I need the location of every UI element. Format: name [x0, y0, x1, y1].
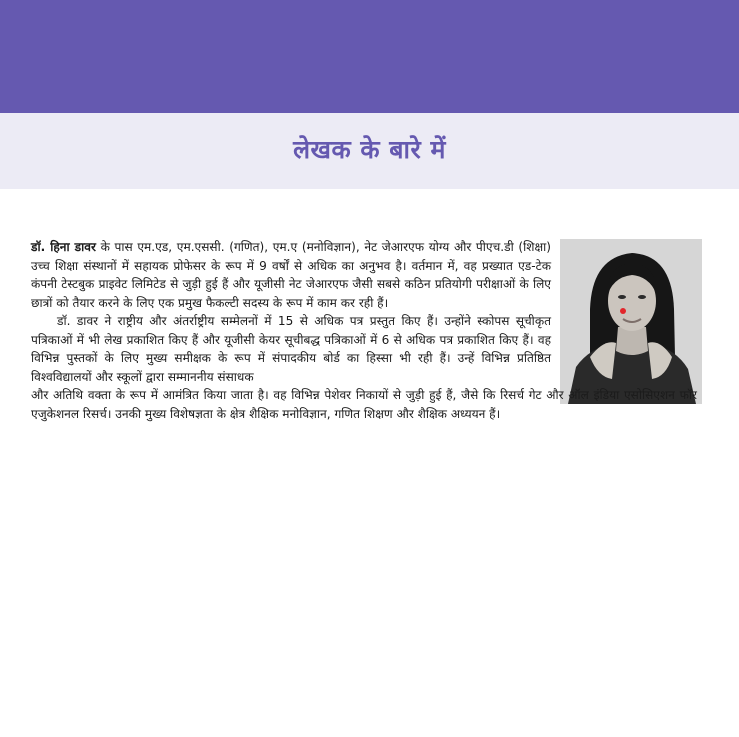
header-band	[0, 0, 739, 113]
title-band	[0, 113, 739, 189]
bio-paragraph-1-text: के पास एम.एड, एम.एससी. (गणित), एम.ए (मनोविज्ञान), नेट जेआरएफ योग्य और पीएच.डी (शिक्षा) उच्च शिक्षा संस्थानों में सहायक प्रोफेसर के रूप में 9 वर्षों से अधिक का अनुभव है। वर्तमान में, वह प्रख्यात एड-टेक कंपनी टेस्टबुक प्राइवेट लिमिटेड से जुड़ी हुई हैं और यूजीसी नेट जेआरएफ जैसी सबसे कठिन प्रतियोगी परीक्षाओं के लिए छात्रों को तैयार करने के लिए एक प्रमुख फैकल्टी सदस्य के रूप में काम कर रही हैं।	[31, 240, 551, 310]
bio-paragraph-2	[31, 312, 551, 386]
author-name: डॉ. हिना डावर	[31, 240, 96, 254]
author-bio	[31, 238, 697, 423]
bio-paragraph-1	[31, 238, 551, 312]
bio-paragraph-2-continued: और अतिथि वक्ता के रूप में आमंत्रित किया जाता है। वह विभिन्न पेशेवर निकायों से जुड़ी हुई हैं, जैसे कि रिसर्च गेट और ऑल इंडिया एसोसिएशन फॉर एजुकेशनल रिसर्च। उनकी मुख्य विशेषज्ञता के क्षेत्र शैक्षिक मनोविज्ञान, गणित शिक्षण और शैक्षिक अध्ययन हैं।	[31, 388, 697, 421]
bio-paragraph-2-text: डॉ. डावर ने राष्ट्रीय और अंतर्राष्ट्रीय सम्मेलनों में 15 से अधिक पत्र प्रस्तुत किए हैं। उन्होंने स्कोपस सूचीकृत पत्रिकाओं में भी लेख प्रकाशित किए हैं और यूजीसी केयर सूचीबद्ध पत्रिकाओं में 6 से अधिक पत्र प्रकाशित किए हैं। वह विभिन्न पुस्तकों के लिए मुख्य समीक्षक के रूप में संपादकीय बोर्ड का हिस्सा भी रही हैं। उन्हें विभिन्न प्रतिष्ठित विश्वविद्यालयों और स्कूलों द्वारा सम्माननीय संसाधक	[31, 314, 551, 384]
bio-wrapped-block	[31, 238, 551, 386]
page-title: लेखक के बारे में	[293, 135, 446, 164]
